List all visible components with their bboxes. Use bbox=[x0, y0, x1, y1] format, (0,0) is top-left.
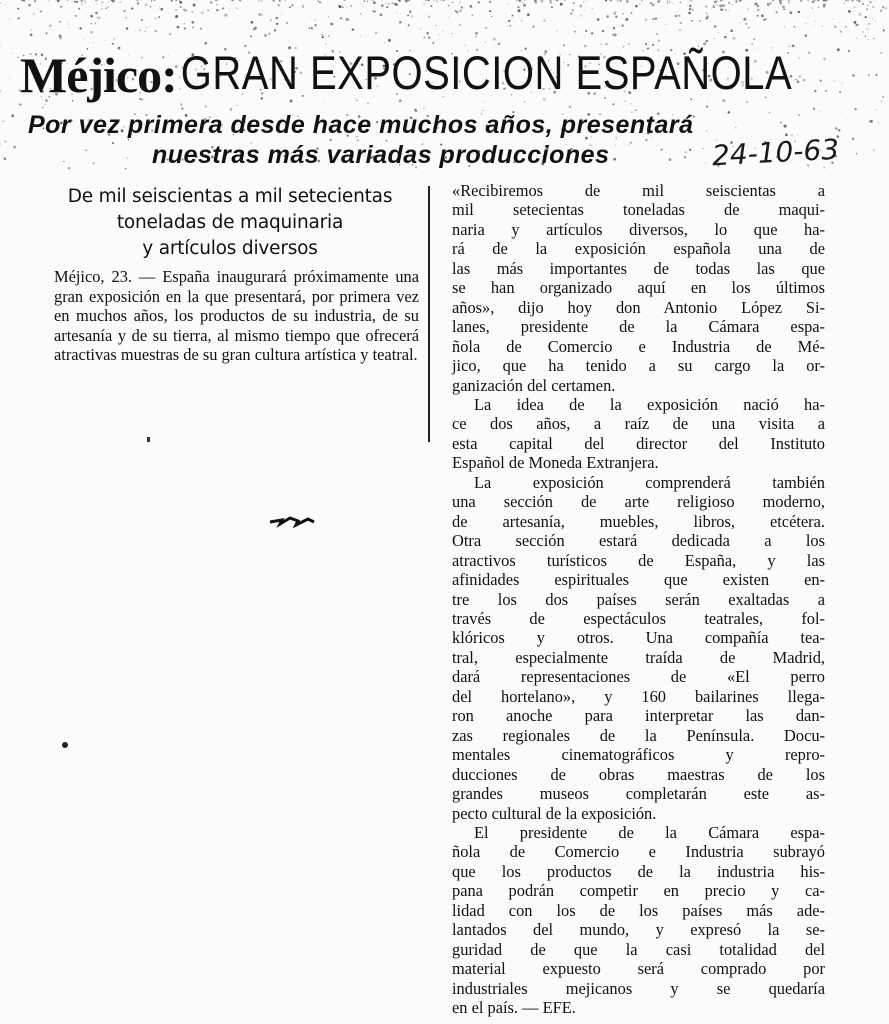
column-line: zas regionales de la Península. Docu- bbox=[452, 725, 825, 745]
deck-line-1: De mil seiscientas a mil setecientas bbox=[67, 186, 393, 207]
column-line: industriales mejicanos y se quedaría bbox=[452, 978, 825, 998]
ink-spot bbox=[62, 742, 68, 748]
column-line: jico, que ha tenido a su cargo la or- bbox=[452, 356, 825, 376]
column-line: La idea de la exposición nació ha- bbox=[474, 394, 825, 414]
column-line: pecto cultural de la exposición. bbox=[452, 803, 657, 823]
column-line: dará representaciones de «El perro bbox=[452, 667, 825, 687]
column-line: ñola de Comercio e Industria subrayó bbox=[452, 842, 825, 862]
handwritten-date: 24-10-63 bbox=[711, 132, 840, 173]
column-divider bbox=[428, 186, 430, 442]
column-line: ganización del certamen. bbox=[452, 375, 616, 395]
column-line: naria y artículos diversos, lo que ha- bbox=[452, 219, 825, 239]
headline-place: Méjico: bbox=[20, 47, 177, 103]
column-line: Otra sección estará dedicada a los bbox=[452, 531, 825, 551]
column-line: rá de la exposición española una de bbox=[452, 239, 825, 259]
column-line: grandes museos completarán este as- bbox=[452, 784, 825, 804]
column-line: lantados del mundo, y expresó la se- bbox=[452, 920, 825, 940]
column-line: lidad con los de los países más ade- bbox=[452, 900, 825, 920]
subheadline-line-2: nuestras más variadas producciones bbox=[152, 141, 610, 169]
column-line: del hortelano», y 160 bailarines llega- bbox=[452, 686, 825, 706]
deck-line-2: toneladas de maquinaria bbox=[116, 212, 344, 233]
column-line: pana podrán competir en precio y ca- bbox=[452, 881, 825, 901]
column-line: las más importantes de todas las que bbox=[452, 258, 825, 278]
column-line: afinidades espirituales que existen en- bbox=[452, 570, 825, 590]
column-line: klóricos y otros. Una compañía tea- bbox=[452, 628, 825, 648]
column-line: de artesanía, muebles, libros, etcétera. bbox=[452, 511, 825, 531]
column-line: una sección de arte religioso moderno, bbox=[452, 492, 825, 512]
column-line: ron anoche para interpretar las dan- bbox=[452, 706, 825, 726]
deck bbox=[40, 184, 420, 262]
right-column bbox=[452, 181, 825, 1017]
column-line: ducciones de obras maestras de los bbox=[452, 764, 825, 784]
column-line: tral, especialmente traída de Madrid, bbox=[452, 647, 825, 667]
subheadline-line-1: Por vez primera desde hace muchos años, presentará bbox=[28, 111, 694, 139]
column-line: guridad de que la casi totalidad del bbox=[452, 939, 825, 959]
column-line: El presidente de la Cámara espa- bbox=[474, 822, 825, 842]
deck-line-3: y artículos diversos bbox=[142, 238, 318, 259]
column-line: La exposición comprenderá también bbox=[474, 472, 825, 492]
column-line: que los productos de la industria his- bbox=[452, 861, 825, 881]
column-line: mentales cinematográficos y repro- bbox=[452, 745, 825, 765]
column-line: lanes, presidente de la Cámara espa- bbox=[452, 317, 825, 337]
ink-smudge bbox=[268, 512, 318, 528]
column-line: material expuesto será comprado por bbox=[452, 959, 825, 979]
column-line: ce dos años, a raíz de una visita a bbox=[452, 414, 825, 434]
column-line: mil setecientas toneladas de maqui- bbox=[452, 200, 825, 220]
column-line: ñola de Comercio e Industria de Mé- bbox=[452, 336, 825, 356]
column-line: años», dijo hoy don Antonio López Si- bbox=[452, 297, 825, 317]
column-line: atractivos turísticos de España, y las bbox=[452, 550, 825, 570]
column-line: en el país. — EFE. bbox=[452, 998, 576, 1018]
column-line: través de espectáculos teatrales, fol- bbox=[452, 608, 825, 628]
column-line: se han organizado aquí en los últimos bbox=[452, 278, 825, 298]
ink-spot bbox=[147, 437, 150, 442]
column-line: tre los dos países serán exaltadas a bbox=[452, 589, 825, 609]
column-line: Español de Moneda Extranjera. bbox=[452, 453, 659, 473]
column-line: esta capital del director del Instituto bbox=[452, 433, 825, 453]
lead-paragraph: Méjico, 23. — España inaugurará próximamente una gran exposición en la que presentará, por primera vez en muchos años, los productos de su industria, de su artesanía y de su tierra, al mismo tiempo que ofrecerá atractivas muestras de su gran cultura artística y teatral. bbox=[54, 267, 419, 364]
headline bbox=[20, 44, 880, 106]
headline-main: GRAN EXPOSICION ESPAÑOLA bbox=[180, 47, 793, 100]
column-line: «Recibiremos de mil seiscientas a bbox=[452, 181, 825, 200]
